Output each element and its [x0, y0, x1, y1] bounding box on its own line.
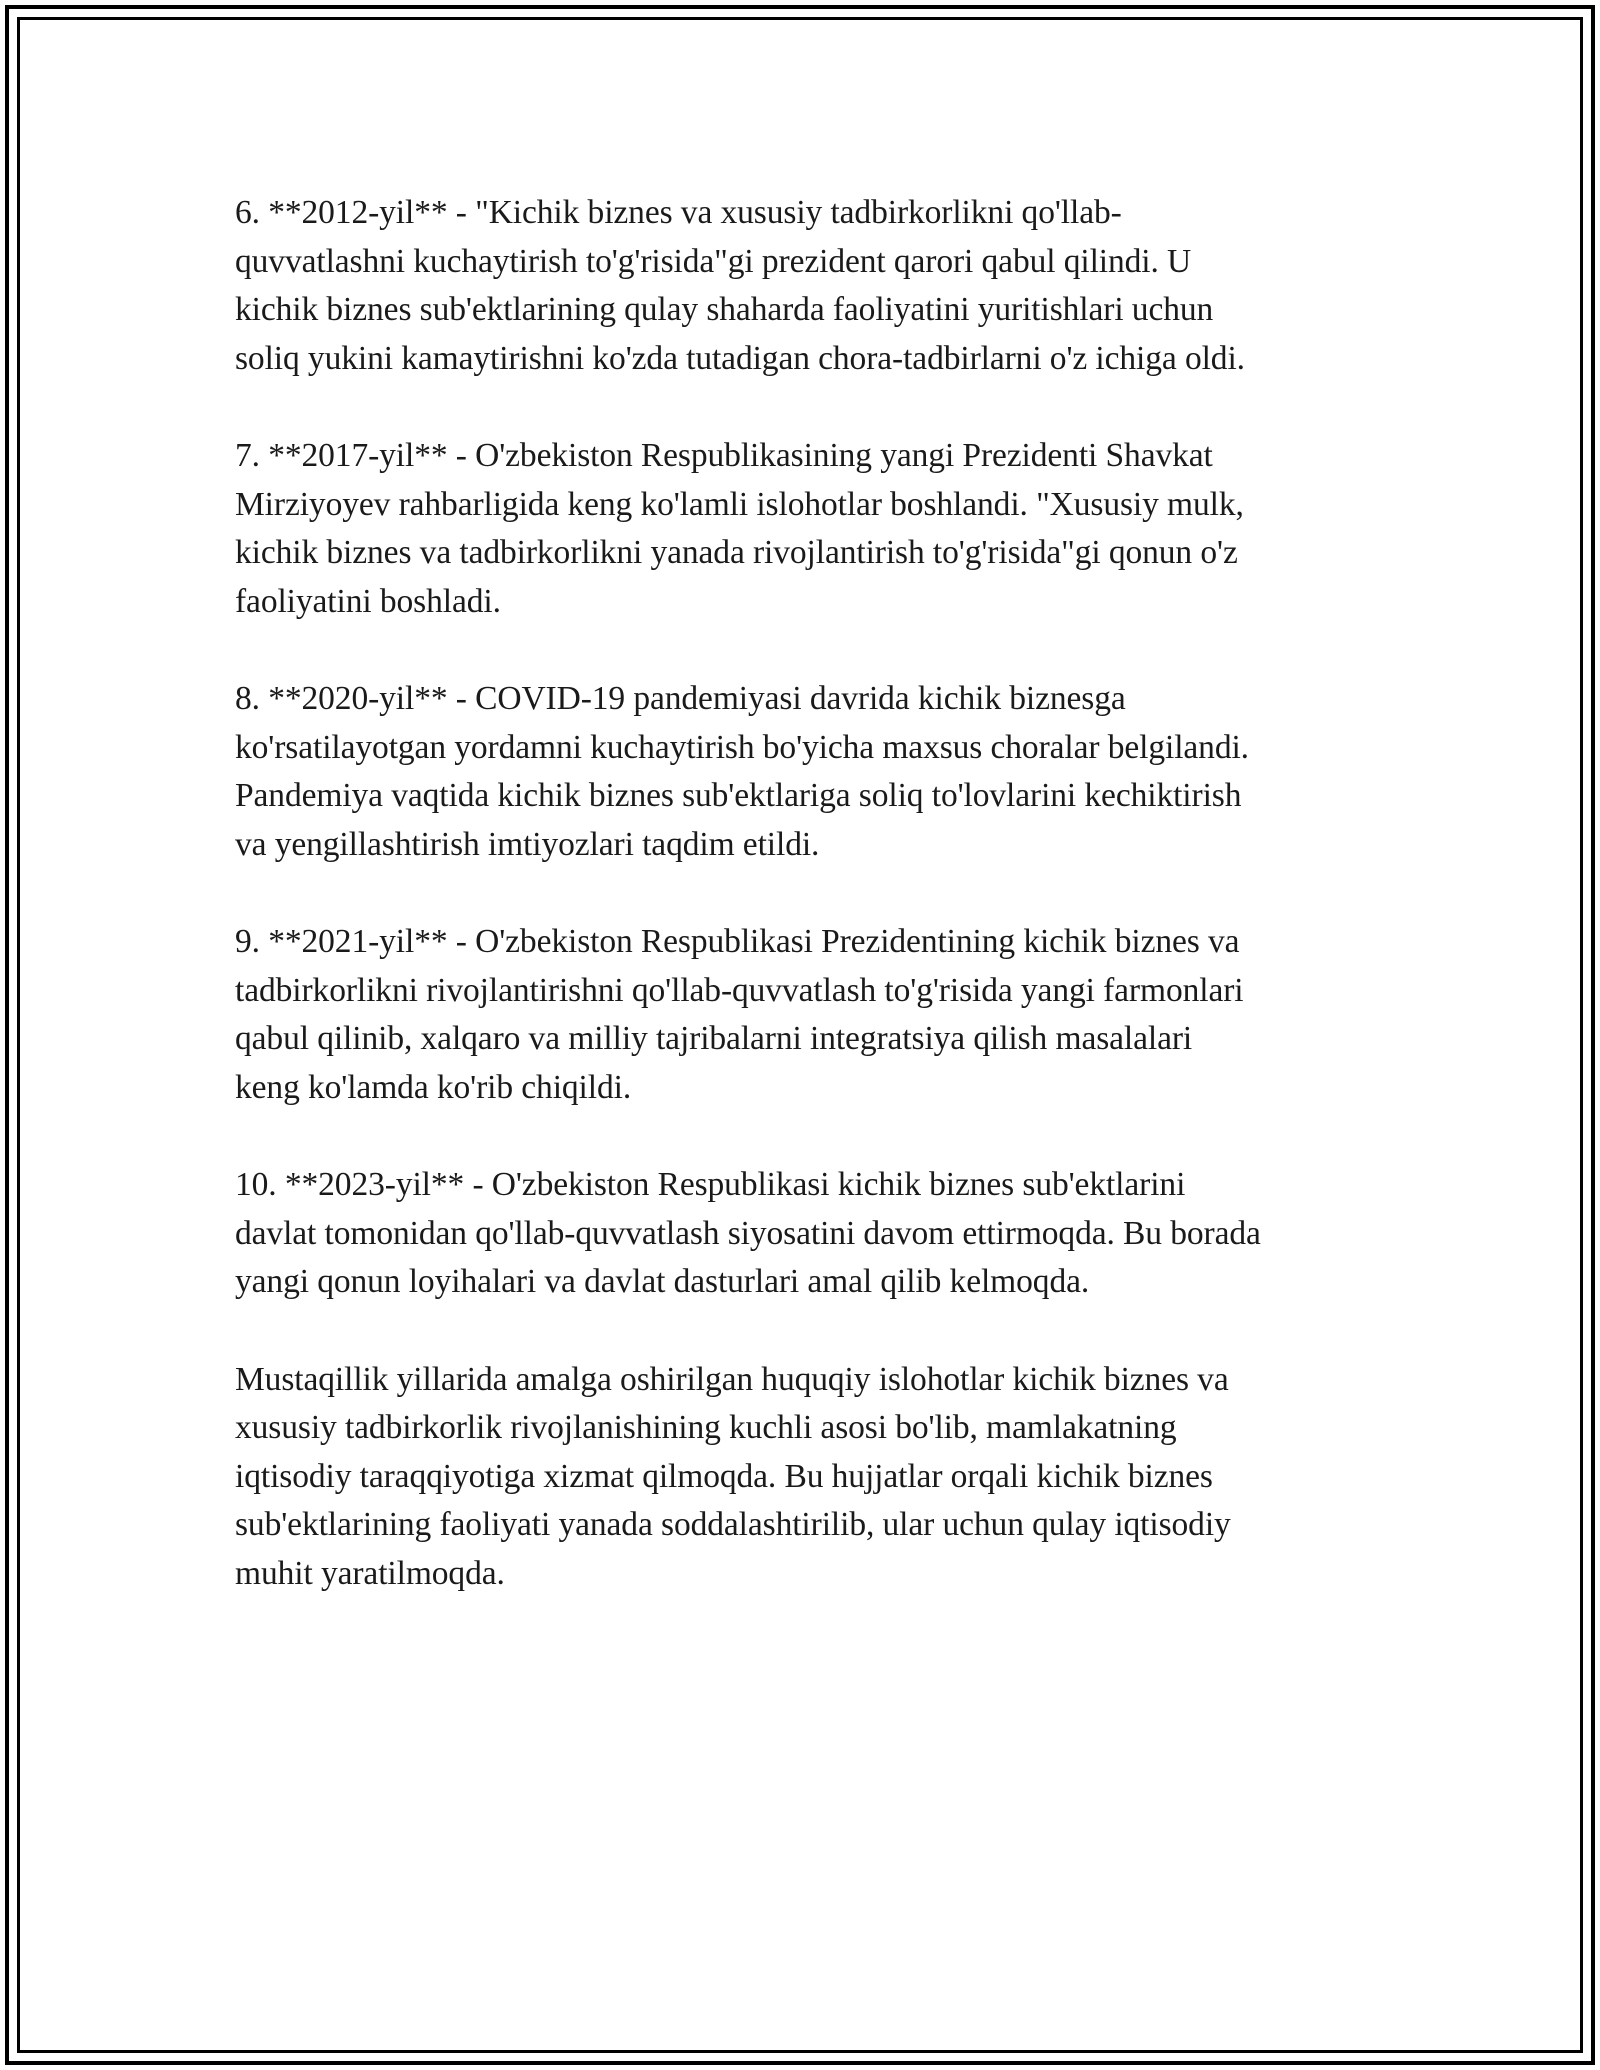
- text-line: quvvatlashni kuchaytirish to'g'risida"gi prezident qarori qabul qilindi. U: [235, 242, 1192, 280]
- text-line: yangi qonun loyihalari va davlat dasturlari amal qilib kelmoqda.: [235, 1263, 1090, 1300]
- text-line: Pandemiya vaqtida kichik biznes sub'ektlariga soliq to'lovlarini kechiktirish: [235, 777, 1242, 814]
- paragraph-item-7: [235, 432, 1375, 626]
- text-line: ko'rsatilayotgan yordamni kuchaytirish bo'yicha maxsus choralar belgilandi.: [235, 728, 1249, 766]
- paragraph-conclusion: [235, 1356, 1375, 1599]
- text-line: Mustaqillik yillarida amalga oshirilgan huquqiy islohotlar kichik biznes va: [235, 1360, 1229, 1398]
- text-line: muhit yaratilmoqda.: [235, 1554, 505, 1592]
- text-line: xususiy tadbirkorlik rivojlanishining kuchli asosi bo'lib, mamlakatning: [235, 1409, 1177, 1446]
- text-line: Mirziyoyev rahbarligida keng ko'lamli islohotlar boshlandi. "Xususiy mulk,: [235, 485, 1244, 523]
- paragraph-item-8: [235, 675, 1375, 869]
- text-line: 6. **2012-yil** - "Kichik biznes va xususiy tadbirkorlikni qo'llab-: [235, 194, 1122, 231]
- text-line: kichik biznes sub'ektlarining qulay shaharda faoliyatini yuritishlari uchun: [235, 291, 1214, 328]
- text-line: iqtisodiy taraqqiyotiga xizmat qilmoqda. Bu hujjatlar orqali kichik biznes: [235, 1457, 1213, 1495]
- text-line: sub'ektlarining faoliyati yanada soddalashtirilib, ular uchun qulay iqtisodiy: [235, 1506, 1231, 1543]
- text-line: va yengillashtirish imtiyozlari taqdim etildi.: [235, 825, 820, 863]
- text-line: davlat tomonidan qo'llab-quvvatlash siyosatini davom ettirmoqda. Bu borada: [235, 1214, 1261, 1252]
- paragraph-item-9: [235, 918, 1375, 1112]
- text-line: 10. **2023-yil** - O'zbekiston Respublikasi kichik biznes sub'ektlarini: [235, 1166, 1186, 1203]
- text-line: soliq yukini kamaytirishni ko'zda tutadigan chora-tadbirlarni o'z ichiga oldi.: [235, 339, 1245, 377]
- paragraph-item-10: [235, 1161, 1375, 1307]
- text-line: tadbirkorlikni rivojlantirishni qo'llab-quvvatlash to'g'risida yangi farmonlari: [235, 971, 1244, 1009]
- text-line: keng ko'lamda ko'rib chiqildi.: [235, 1068, 632, 1106]
- text-line: qabul qilinib, xalqaro va milliy tajribalarni integratsiya qilish masalalari: [235, 1020, 1193, 1057]
- text-line: 9. **2021-yil** - O'zbekiston Respublikasi Prezidentining kichik biznes va: [235, 923, 1240, 960]
- text-line: faoliyatini boshladi.: [235, 582, 501, 620]
- text-line: 8. **2020-yil** - COVID-19 pandemiyasi davrida kichik biznesga: [235, 680, 1126, 717]
- text-line: kichik biznes va tadbirkorlikni yanada rivojlantirish to'g'risida"gi qonun o'z: [235, 534, 1238, 571]
- text-line: 7. **2017-yil** - O'zbekiston Respublikasining yangi Prezidenti Shavkat: [235, 437, 1213, 474]
- document-body: [235, 189, 1375, 1647]
- paragraph-item-6: [235, 189, 1375, 383]
